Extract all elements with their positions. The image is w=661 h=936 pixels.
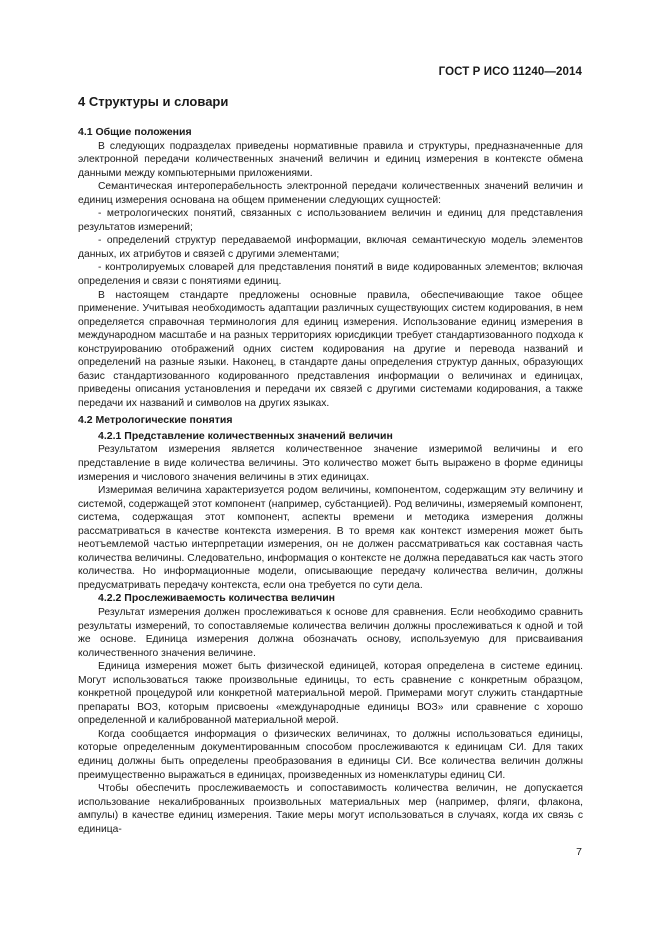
paragraph: Результатом измерения является количественное значение измеримой величины и его представление в виде количества величины. Это количество может быть выражено в форме единицы измерения и числового значения величины в этих единицах. xyxy=(78,444,583,483)
paragraph: Когда сообщается информация о физических величинах, то должны использоваться единицы, которые определенным документированным способом прослеживаются к единицам СИ. Для таких единиц должны быть определены преобразования в единицы СИ. Все количества величин должны преимущественно выражаться в единицах, произведенных из номенклатуры единиц СИ. xyxy=(78,728,583,781)
list-item: - метрологических понятий, связанных с использованием величин и единиц для представления результатов измерений; xyxy=(78,208,583,233)
section-title: 4 Структуры и словари xyxy=(78,94,229,109)
paragraph: В следующих подразделах приведены нормативные правила и структуры, предназначенные для электронной передачи количественных значений величин и единиц измерения в контексте обмена данными между компьютерными приложениями. xyxy=(78,140,583,179)
paragraph: В настоящем стандарте предложены основные правила, обеспечивающие такое общее применение. Учитывая необходимость адаптации различных существующих систем кодирования, в нем определяется справочная терминология для единиц измерения. Использование единиц измерения в международном масштабе и на разных территориях юрисдикции требует стандартизованного подхода к конструированию отображений одних систем кодирования на другие и перевода названий и определений на разные языки. Наконец, в стандарте даны определения структур данных, образующих базис стандартизованного кодированного представления информации о величинах и единицах, приведены описания установления и передачи их связей с другими системами кодирования, а также передачи их названий и символов на других языках. xyxy=(78,289,583,409)
list-item: - контролируемых словарей для представления понятий в виде кодированных элементов; включая определения и связи с понятиями единиц. xyxy=(78,262,583,287)
paragraph: Результат измерения должен прослеживаться к основе для сравнения. Если необходимо сравнить результаты измерений, то сопоставляемые количества величин должны прослеживаться к одной и той же основе. Единица измерения должна обозначать основу, используемую для присваивания количественного значения величине. xyxy=(78,606,583,659)
page-content xyxy=(78,94,583,836)
subsection-heading-4-2: 4.2 Метрологические понятия xyxy=(78,414,233,427)
subsection-heading-4-1: 4.1 Общие положения xyxy=(78,126,192,138)
list-item: - определений структур передаваемой информации, включая семантическую модель элементов данных, их атрибутов и связей с другими элементами; xyxy=(78,235,583,260)
document-code: ГОСТ Р ИСО 11240—2014 xyxy=(438,66,582,78)
paragraph: Чтобы обеспечить прослеживаемость и сопоставимость количества величин, не допускается использование некалиброванных произвольных материальных мер (например, фляги, флакона, ампулы) в качестве единиц измерения. Такие меры могут использоваться в случаях, когда их связь с единица- xyxy=(78,783,583,835)
paragraph: Семантическая интероперабельность электронной передачи количественных значений величин и единиц измерения основана на общем применении следующих сущностей: xyxy=(78,181,583,206)
subsection-heading-4-2-2: 4.2.2 Прослеживаемость количества величин xyxy=(98,592,336,605)
paragraph: Измеримая величина характеризуется родом величины, компонентом, содержащим эту величину и системой, содержащей этот компонент (например, субстанцией). Род величины, измеряемый компонент, система, содержащая этот компонент, аспекты времени и методика измерения должны рассматриваться в качестве контекста измерения. В то время как контекст измерения может быть неотъемлемой частью интерпретации измерения, он не должен рассматриваться как составная часть количества величины. Следовательно, информация о контексте не должна передаваться как часть этого количества. Но информационные модели, описывающие передачу количества величин, должны предусматривать передачу контекста, если она требуется по сути дела. xyxy=(78,485,583,591)
subsection-heading-4-2-1: 4.2.1 Представление количественных значений величин xyxy=(98,429,393,442)
paragraph: Единица измерения может быть физической единицей, которая определена в системе единиц. Могут использоваться также произвольные единицы, то есть сравнение с конкретным образцом, конкретной процедурой или конкретной материальной мерой. Примерами могут служить стандартные препараты ВОЗ, которым присвоены «международные единицы ВОЗ» или сравнение с хорошо определенной и калиброванной материальной мерой. xyxy=(78,661,583,727)
page-number: 7 xyxy=(576,846,582,858)
